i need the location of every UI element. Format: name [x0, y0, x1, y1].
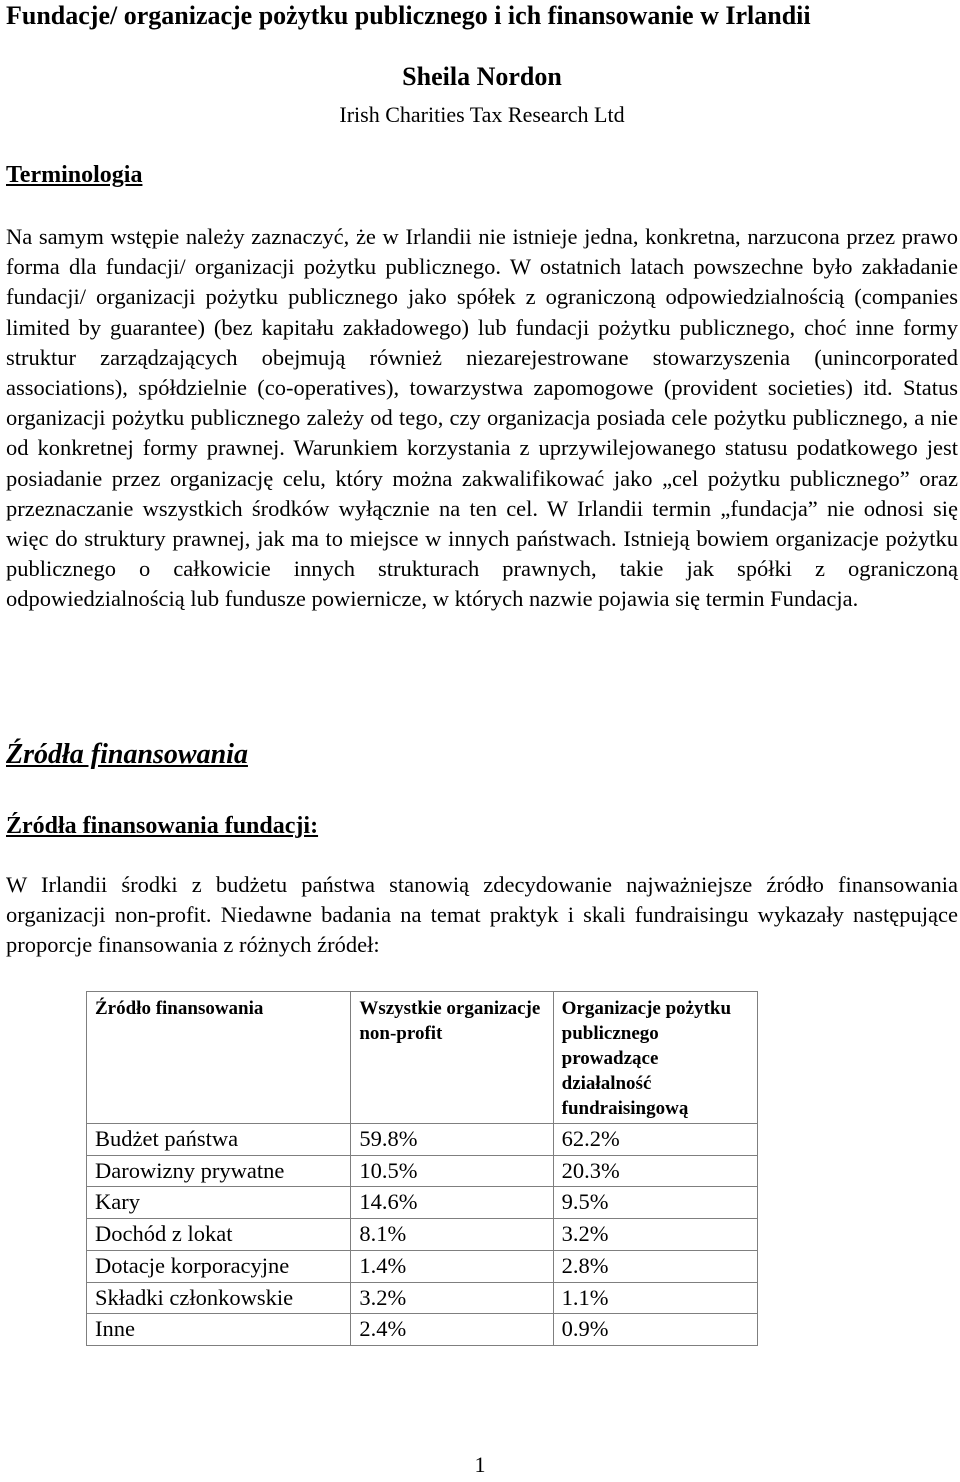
- terminology-paragraph: Na samym wstępie należy zaznaczyć, że w Irlandii nie istnieje jedna, konkretna, narzucona przez prawo forma dla fundacji/ organizacji pożytku publicznego. W ostatnich latach powszechne było zakładanie fundacji/ organizacji pożytku publicznego jako spółek z ograniczoną odpowiedzialnością (companies limited by guarantee) (bez kapitału zakładowego) lub fundacji pożytku publicznego, choć inne formy struktur zarządzających obejmują również niezarejestrowane stowarzyszenia (unincorporated associations), spółdzielnie (co-operatives), towarzystwa zapomogowe (provident societies) itd. Status organizacji pożytku publicznego zależy od tego, czy organizacja posiada cele pożytku publicznego, a nie od konkretnej formy prawnej. Warunkiem korzystania z uprzywilejowanego statusu podatkowego jest posiadanie przez organizację celu, który można zakwalifikować jako „cel pożytku publicznego” oraz przeznaczanie wszystkich środków wyłącznie na ten cel. W Irlandii termin „fundacja” nie odnosi się więc do struktury prawnej, jak ma to miejsce w innych państwach. Istnieją bowiem organizacje pożytku publicznego o całkowicie innych strukturach prawnych, takie jak spółki z ograniczoną odpowiedzialnością lub fundusze powiernicze, w których nazwie pojawia się termin Fundacja.: [6, 224, 958, 612]
- table-cell-all: 1.4%: [351, 1250, 553, 1282]
- table-row: [87, 1155, 758, 1187]
- table-cell-all: 10.5%: [351, 1155, 553, 1187]
- table-cell-all: 8.1%: [351, 1219, 553, 1251]
- table-cell-all: 14.6%: [351, 1187, 553, 1219]
- table-row: [87, 1124, 758, 1156]
- section-heading-terminology: Terminologia: [6, 162, 143, 188]
- table-cell-fundraising: 2.8%: [553, 1250, 757, 1282]
- table-cell-source: Kary: [87, 1187, 351, 1219]
- table-cell-source: Dochód z lokat: [87, 1219, 351, 1251]
- table-cell-fundraising: 0.9%: [553, 1314, 757, 1346]
- table-cell-all: 3.2%: [351, 1282, 553, 1314]
- table-cell-all: 59.8%: [351, 1124, 553, 1156]
- page-number: 1: [474, 1452, 486, 1477]
- table-header-fundraising-charities: Organizacje pożytku publicznego prowadzące działalność fundraisingową: [553, 992, 757, 1124]
- author-name: Sheila Nordon: [402, 62, 562, 91]
- table-cell-fundraising: 20.3%: [553, 1155, 757, 1187]
- funding-sources-table: [86, 991, 758, 1346]
- table-header-all-nonprofits: Wszystkie organizacje non-profit: [351, 992, 553, 1124]
- table-cell-source: Składki członkowskie: [87, 1282, 351, 1314]
- table-cell-fundraising: 9.5%: [553, 1187, 757, 1219]
- table-row: [87, 1282, 758, 1314]
- table-row: [87, 1314, 758, 1346]
- subheading-funding-foundations: Źródła finansowania fundacji:: [6, 813, 319, 839]
- section-heading-funding: Źródła finansowania: [6, 739, 248, 770]
- author-affiliation: Irish Charities Tax Research Ltd: [339, 102, 625, 127]
- table-cell-source: Dotacje korporacyjne: [87, 1250, 351, 1282]
- table-row: [87, 1250, 758, 1282]
- table-cell-source: Inne: [87, 1314, 351, 1346]
- table-header-source: Źródło finansowania: [87, 992, 351, 1124]
- table-cell-fundraising: 1.1%: [553, 1282, 757, 1314]
- table-row: [87, 1219, 758, 1251]
- table-cell-fundraising: 3.2%: [553, 1219, 757, 1251]
- table-cell-source: Darowizny prywatne: [87, 1155, 351, 1187]
- funding-paragraph: W Irlandii środki z budżetu państwa stanowią zdecydowanie najważniejsze źródło finansowania organizacji non-profit. Niedawne badania na temat praktyk i skali fundraisingu wykazały następujące proporcje finansowania z różnych źródeł:: [6, 872, 958, 958]
- table-cell-source: Budżet państwa: [87, 1124, 351, 1156]
- document-title: Fundacje/ organizacje pożytku publicznego i ich finansowanie w Irlandii: [6, 1, 811, 30]
- table-row: [87, 1187, 758, 1219]
- table-cell-all: 2.4%: [351, 1314, 553, 1346]
- table-header-row: [87, 992, 758, 1124]
- table-cell-fundraising: 62.2%: [553, 1124, 757, 1156]
